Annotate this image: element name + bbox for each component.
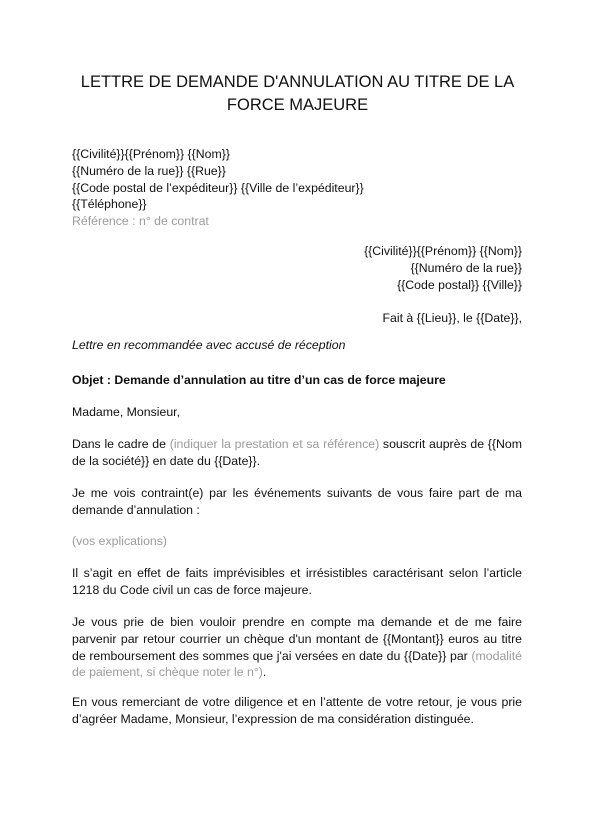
- placeholder-explanations: (vos explications): [72, 534, 167, 548]
- recipient-city: {{Code postal}} {{Ville}}: [397, 277, 522, 292]
- letter-title: LETTRE DE DEMANDE D'ANNULATION AU TITRE DE LA FORCE MAJEURE: [80, 73, 515, 114]
- sender-block: [72, 146, 364, 230]
- placeholder-payment-method: (modalité de paiement, si chèque noter le n°): [72, 648, 522, 680]
- recipient-street: {{Numéro de la rue}}: [410, 260, 522, 275]
- paragraph-request: Je me vois contraint(e) par les événements suivants de vous faire part de ma demande d’annulation :: [72, 486, 522, 517]
- sender-name: {{Civilité}}{{Prénom}} {{Nom}}: [72, 147, 230, 161]
- sender-phone: {{Téléphone}}: [72, 197, 147, 212]
- recipient-block: [364, 243, 522, 293]
- letter-subject: Objet : Demande d’annulation au titre d’un cas de force majeure: [72, 373, 446, 387]
- paragraph-closing: En vous remerciant de votre diligence et en l’attente de votre retour, je vous prie d’agréer Madame, Monsieur, l’expression de ma considération distinguée.: [72, 695, 522, 726]
- paragraph-context-text-a: Dans le cadre de: [72, 437, 170, 451]
- paragraph-refund-text-c: .: [262, 665, 267, 680]
- paragraph-context-text-c: souscrit auprès de {{Nom de la société}} en date du {{Date}}.: [72, 437, 522, 468]
- sender-reference: Référence : n° de contrat: [72, 214, 209, 229]
- paragraph-force-majeure: Il s’agit en effet de faits imprévisibles et irrésistibles caractérisant selon l’article 1218 du Code civil un cas de force majeure.: [72, 566, 522, 597]
- placeholder-service: (indiquer la prestation et sa référence): [169, 437, 380, 451]
- sender-street: {{Numéro de la rue}} {{Rue}}: [72, 163, 226, 178]
- recipient-name: {{Civilité}}{{Prénom}} {{Nom}}: [364, 244, 522, 258]
- paragraph-refund-text-a: Je vous prie de bien vouloir prendre en compte ma demande et de me faire parvenir par retour courrier un chèque d'un montant de {{Montant}} euros au titre de remboursement des sommes que j'ai versées en date du {{Date}} par: [72, 615, 522, 663]
- paragraph-context: [72, 436, 522, 470]
- sender-city: {{Code postal de l’expéditeur}} {{Ville de l’expéditeur}}: [72, 180, 364, 195]
- letter-greeting: Madame, Monsieur,: [72, 405, 180, 419]
- paragraph-refund: [72, 614, 522, 681]
- registered-mail-note: Lettre en recommandée avec accusé de réception: [72, 338, 346, 352]
- place-date: Fait à {{Lieu}}, le {{Date}},: [382, 311, 522, 325]
